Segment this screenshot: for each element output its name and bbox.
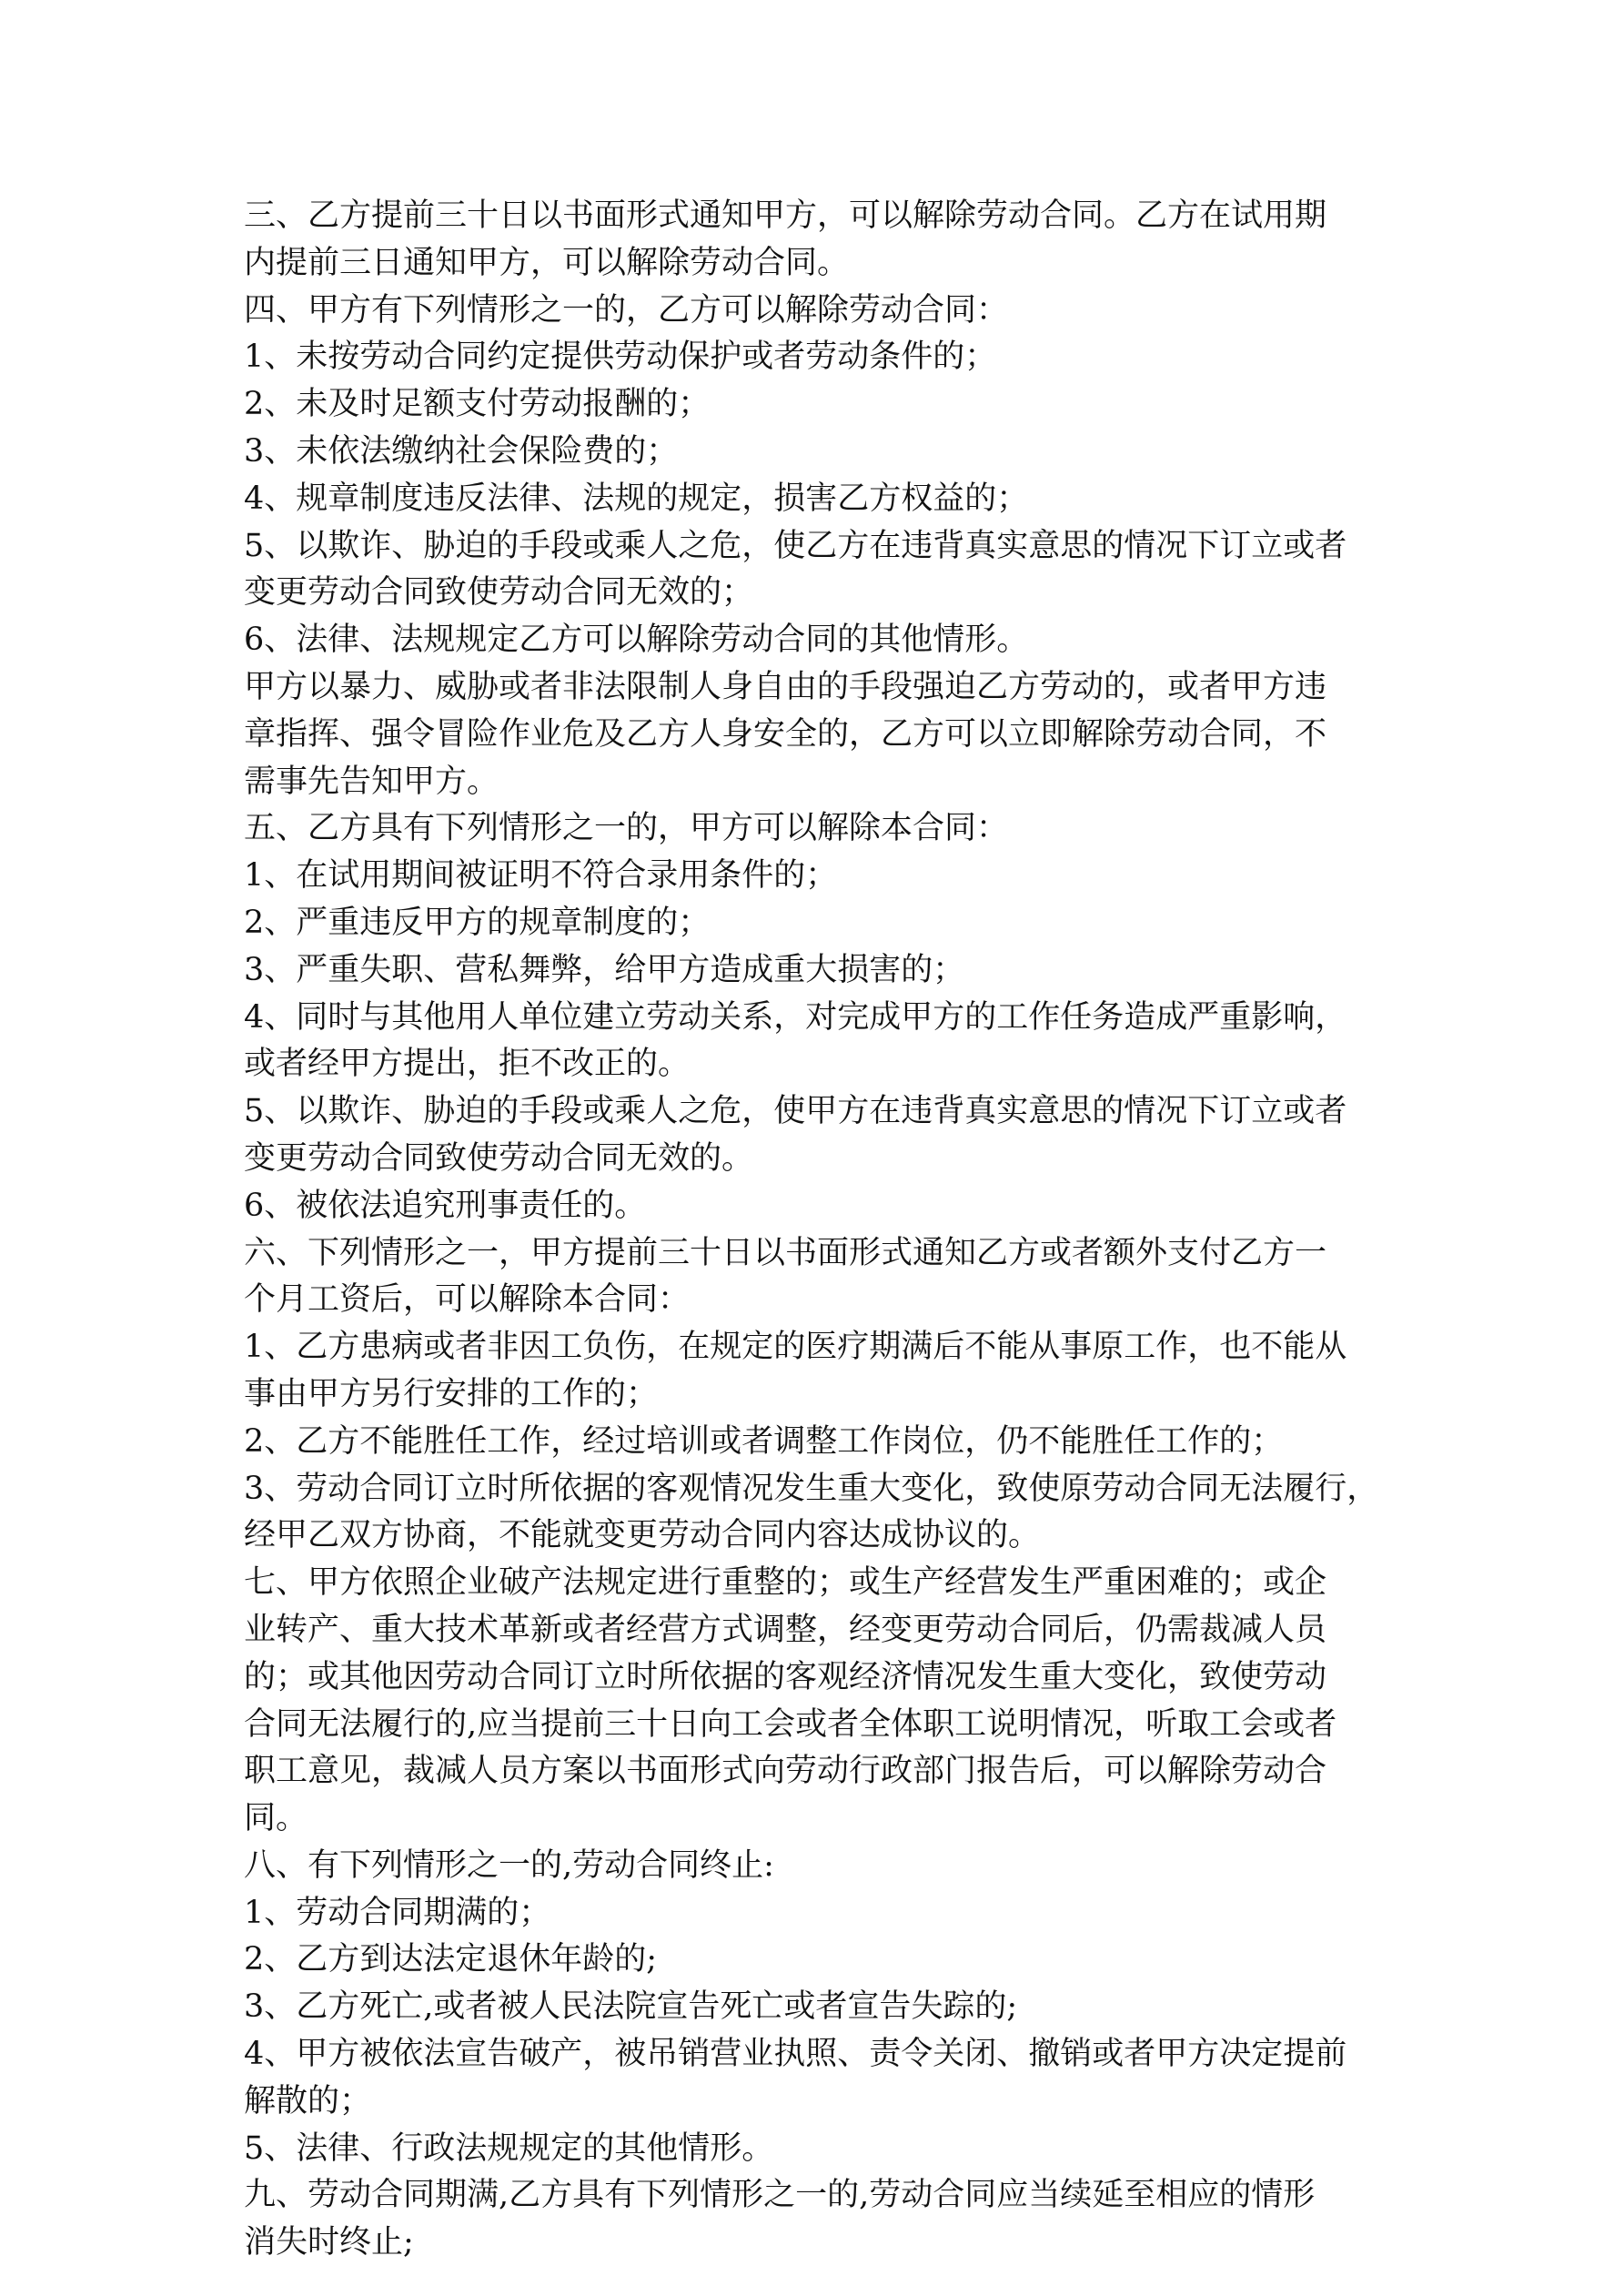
- paragraph-p6-1: [244, 1324, 1390, 1419]
- paragraph-p5: [244, 805, 1390, 853]
- text-line: 五、乙方具有下列情形之一的，甲方可以解除本合同：: [244, 810, 1009, 847]
- text-line: 3、劳动合同订立时所依据的客观情况发生重大变化，致使原劳动合同无法履行，: [244, 1470, 1379, 1507]
- text-line: 的；或其他因劳动合同订立时所依据的客观经济情况发生重大变化，致使劳动: [244, 1658, 1327, 1695]
- text-line: 1、劳动合同期满的；: [244, 1894, 551, 1931]
- text-line: 6、被依法追究刑事责任的。: [244, 1187, 647, 1224]
- text-line: 4、同时与其他用人单位建立劳动关系，对完成甲方的工作任务造成严重影响，: [244, 998, 1347, 1036]
- text-line: 5、法律、行政法规规定的其他情形。: [244, 2129, 774, 2167]
- paragraph-p7: [244, 1560, 1390, 1843]
- text-line: 4、规章制度违反法律、法规的规定，损害乙方权益的；: [244, 480, 1029, 517]
- text-line: 2、乙方不能胜任工作，经过培训或者调整工作岗位，仍不能胜任工作的；: [244, 1422, 1284, 1460]
- text-line: 2、乙方到达法定退休年龄的;: [244, 1941, 658, 1978]
- text-line: 四、甲方有下列情形之一的，乙方可以解除劳动合同：: [244, 291, 1009, 329]
- text-line: 八、有下列情形之一的,劳动合同终止:: [244, 1846, 774, 1884]
- text-line: 或者经甲方提出，拒不改正的。: [244, 1046, 691, 1083]
- text-line: 九、劳动合同期满,乙方具有下列情形之一的,劳动合同应当续延至相应的情形: [244, 2177, 1316, 2214]
- text-line: 个月工资后，可以解除本合同：: [244, 1281, 691, 1319]
- text-line: 2、未及时足额支付劳动报酬的；: [244, 386, 711, 423]
- paragraph-p8-1: [244, 1890, 1390, 1937]
- text-line: 2、严重违反甲方的规章制度的；: [244, 904, 711, 941]
- text-line: 5、以欺诈、胁迫的手段或乘人之危，使甲方在违背真实意思的情况下订立或者: [244, 1093, 1347, 1130]
- paragraph-p3: [244, 193, 1390, 288]
- text-line: 章指挥、强令冒险作业危及乙方人身安全的，乙方可以立即解除劳动合同，不: [244, 715, 1327, 753]
- paragraph-p4-2: [244, 381, 1390, 429]
- text-line: 解散的；: [244, 2082, 372, 2119]
- paragraph-p4-note: [244, 664, 1390, 805]
- text-line: 4、甲方被依法宣告破产，被吊销营业执照、责令关闭、撤销或者甲方决定提前: [244, 2036, 1347, 2073]
- text-line: 事由甲方另行安排的工作的；: [244, 1375, 659, 1412]
- text-line: 3、严重失职、营私舞弊，给甲方造成重大损害的；: [244, 951, 965, 988]
- text-line: 变更劳动合同致使劳动合同无效的；: [244, 574, 754, 612]
- paragraph-p4-6: [244, 617, 1390, 664]
- paragraph-p6-3: [244, 1466, 1390, 1561]
- document-body: [244, 193, 1390, 2267]
- text-line: 合同无法履行的,应当提前三十日向工会或者全体职工说明情况，听取工会或者: [244, 1705, 1337, 1743]
- text-line: 3、乙方死亡,或者被人民法院宣告死亡或者宣告失踪的;: [244, 1988, 1018, 2026]
- paragraph-p5-2: [244, 900, 1390, 947]
- text-line: 5、以欺诈、胁迫的手段或乘人之危，使乙方在违背真实意思的情况下订立或者: [244, 527, 1347, 564]
- paragraph-p4-1: [244, 334, 1390, 381]
- text-line: 6、法律、法规规定乙方可以解除劳动合同的其他情形。: [244, 622, 1029, 659]
- paragraph-p4-4: [244, 476, 1390, 523]
- text-line: 消失时终止;: [244, 2224, 414, 2261]
- paragraph-p8-4: [244, 2031, 1390, 2126]
- text-line: 1、乙方患病或者非因工负伤，在规定的医疗期满后不能从事原工作，也不能从: [244, 1329, 1347, 1366]
- text-line: 需事先告知甲方。: [244, 763, 499, 800]
- text-line: 业转产、重大技术革新或者经营方式调整，经变更劳动合同后，仍需裁减人员: [244, 1611, 1327, 1648]
- paragraph-p4: [244, 288, 1390, 335]
- paragraph-p4-5: [244, 523, 1390, 618]
- text-line: 同。: [244, 1800, 308, 1837]
- text-line: 经甲乙双方协商，不能就变更劳动合同内容达成协议的。: [244, 1517, 1041, 1554]
- paragraph-p5-5: [244, 1088, 1390, 1183]
- text-line: 内提前三日通知甲方，可以解除劳动合同。: [244, 244, 850, 281]
- paragraph-p8-3: [244, 1984, 1390, 2031]
- paragraph-p5-4: [244, 995, 1390, 1089]
- text-line: 1、未按劳动合同约定提供劳动保护或者劳动条件的；: [244, 339, 997, 376]
- text-line: 甲方以暴力、威胁或者非法限制人身自由的手段强迫乙方劳动的，或者甲方违: [244, 668, 1327, 705]
- text-line: 职工意见，裁减人员方案以书面形式向劳动行政部门报告后，可以解除劳动合: [244, 1753, 1327, 1790]
- paragraph-p8: [244, 1843, 1390, 1890]
- text-line: 变更劳动合同致使劳动合同无效的。: [244, 1139, 754, 1177]
- text-line: 1、在试用期间被证明不符合录用条件的；: [244, 857, 838, 895]
- paragraph-p5-1: [244, 853, 1390, 900]
- text-line: 三、乙方提前三十日以书面形式通知甲方，可以解除劳动合同。乙方在试用期: [244, 197, 1327, 234]
- paragraph-p5-3: [244, 947, 1390, 995]
- text-line: 七、甲方依照企业破产法规定进行重整的；或生产经营发生严重困难的；或企: [244, 1564, 1327, 1602]
- paragraph-p6-2: [244, 1419, 1390, 1466]
- paragraph-p8-2: [244, 1937, 1390, 1984]
- paragraph-p8-5: [244, 2126, 1390, 2173]
- paragraph-p4-3: [244, 429, 1390, 476]
- text-line: 3、未依法缴纳社会保险费的；: [244, 432, 679, 470]
- paragraph-p6: [244, 1230, 1390, 1325]
- paragraph-p5-6: [244, 1183, 1390, 1230]
- text-line: 六、下列情形之一，甲方提前三十日以书面形式通知乙方或者额外支付乙方一: [244, 1234, 1327, 1271]
- paragraph-p9: [244, 2172, 1390, 2267]
